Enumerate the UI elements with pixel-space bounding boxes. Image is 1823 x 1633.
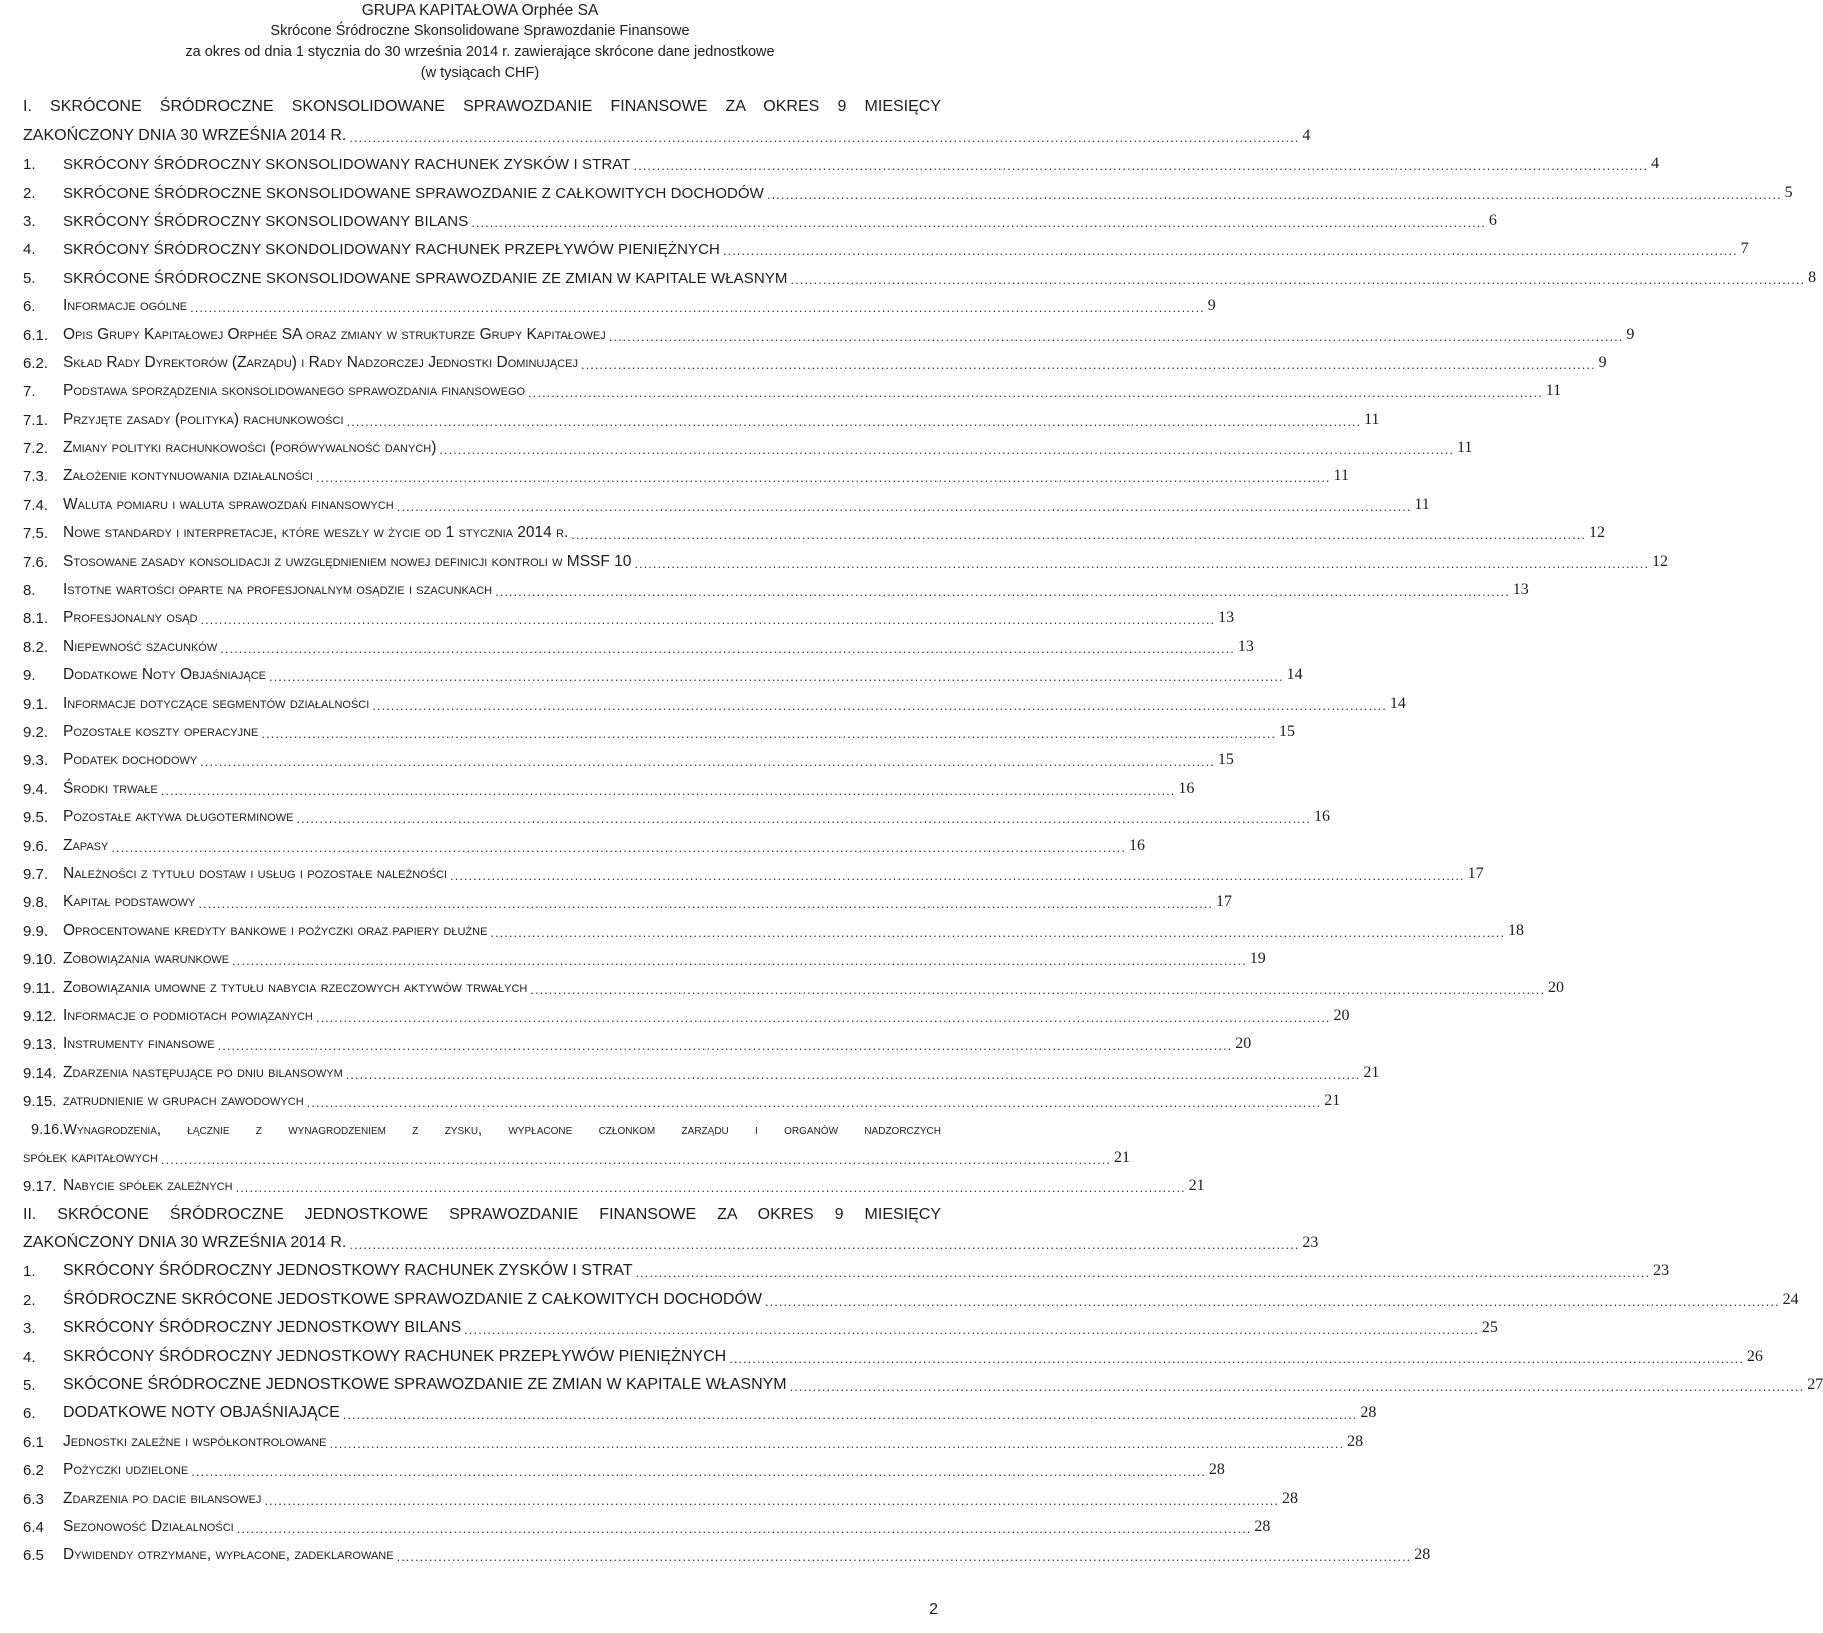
toc-page-number: 28 [1282, 1489, 1299, 1507]
toc-page-number: 17 [1467, 864, 1484, 882]
dot-leader: ............................................................................................................................................................................................................................ [160, 782, 1176, 798]
dot-leader: ............................................................................................................................................................................................................................ [495, 584, 1510, 600]
company-name: GRUPA KAPITAŁOWA Orphée SA [361, 2, 599, 19]
toc-entry[interactable] [23, 1280, 1799, 1309]
dot-leader: ............................................................................................................................................................................................................................ [439, 442, 1454, 458]
toc-entry-title: Zmiany polityki rachunkowości (porówywalność danych) [63, 439, 437, 457]
dot-leader: ............................................................................................................................................................................................................................ [315, 1009, 1331, 1025]
toc-entry[interactable] [23, 542, 1669, 571]
toc-entry-title: Dywidendy otrzymane, wypłacone, zadeklarowane [63, 1546, 394, 1564]
toc-entry-title: Informacje o podmiotach powiązanych [63, 1006, 313, 1024]
section-2-entries [23, 1252, 1823, 1565]
toc-entry[interactable] [23, 1394, 1377, 1423]
toc-page-number: 14 [1389, 694, 1406, 712]
toc-entry-title: Podstawa sporządzenia skonsolidowanego sprawozdania finansowego [63, 382, 526, 400]
dot-leader: ............................................................................................................................................................................................................................ [200, 754, 1215, 770]
dot-leader: ............................................................................................................................................................................................................................ [191, 1464, 1206, 1480]
toc-page-number: 21 [1363, 1063, 1380, 1081]
toc-entry-number: 4. [23, 241, 36, 259]
toc-entry[interactable] [23, 741, 1234, 770]
toc-entry[interactable] [23, 656, 1303, 685]
toc-page-number: 28 [1254, 1517, 1271, 1535]
toc-entry-number: 7.2. [23, 440, 49, 458]
toc-page-number: 25 [1481, 1319, 1498, 1337]
dot-leader: ............................................................................................................................................................................................................................ [306, 1095, 1322, 1111]
toc-entry[interactable] [23, 1422, 1364, 1451]
section-1-heading-line2-row[interactable] [23, 116, 1311, 145]
toc-entry-number: 9.11. [23, 979, 56, 997]
toc-page-number: 9 [1626, 325, 1635, 343]
toc-entry-number: 4. [23, 1348, 36, 1366]
toc-entry-number: 9.8. [23, 894, 49, 912]
dot-leader: ............................................................................................................................................................................................................................ [766, 186, 1782, 202]
toc-entry-title: Informacje ogólne [63, 297, 188, 315]
dot-leader: ............................................................................................................................................................................................................................ [580, 356, 1596, 372]
toc-page-number: 20 [1333, 1006, 1350, 1024]
toc-entry-title: Pozostałe koszty operacyjne [63, 722, 259, 740]
toc-entry-title: Sezonowość Działalności [63, 1517, 234, 1535]
toc-entry-title: SKRÓCONY ŚRÓDROCZNY JEDNOSTKOWY RACHUNEK PRZEPŁYWÓW PIENIĘŻNYCH [63, 1347, 727, 1365]
toc-entry-title: Przyjęte zasady (polityka) rachunkowości [63, 410, 344, 428]
dot-leader: ............................................................................................................................................................................................................................ [571, 527, 1586, 543]
dot-leader: ............................................................................................................................................................................................................................ [217, 1038, 1233, 1054]
toc-entry-title: Istotne wartości oparte na profesjonalnym osądzie i szacunkach [63, 581, 493, 599]
toc-entry[interactable] [23, 485, 1430, 514]
toc-entry-title: SKRÓCONY ŚRÓDROCZNY SKONSOLIDOWANY BILANS [63, 212, 469, 230]
toc-page-number: 16 [1128, 836, 1145, 854]
dot-leader: ............................................................................................................................................................................................................................ [608, 328, 1624, 344]
toc-page-number: 12 [1588, 524, 1605, 542]
dot-leader: ............................................................................................................................................................................................................................ [190, 300, 1205, 316]
toc-page-number: 8 [1808, 268, 1817, 286]
toc-entry-title: Niepewność szacunków [63, 637, 218, 655]
toc-entry-title: SKRÓCONE ŚRÓDROCZNE SKONSOLIDOWANE SPRAWOZDANIE ZE ZMIAN W KAPITALE WŁASNYM [63, 269, 788, 287]
toc-page-number: 6 [1488, 211, 1497, 229]
dot-leader: ............................................................................................................................................................................................................................ [220, 640, 1235, 656]
toc-page-number: 19 [1249, 950, 1266, 968]
toc-entry-number: 9.9. [23, 922, 49, 940]
toc-entry[interactable] [23, 344, 1607, 372]
toc-page-number: 9 [1598, 353, 1607, 371]
toc-page-number: 24 [1782, 1290, 1799, 1308]
toc-entry[interactable] [23, 457, 1349, 486]
dot-leader: .............................................................................................................................................................................................................. [235, 1180, 1186, 1196]
toc-page-number: 27 [1807, 1375, 1823, 1393]
toc-page-number: 23 [1653, 1262, 1670, 1280]
toc-page-number: 13 [1237, 637, 1254, 655]
toc-entry-title: Założenie kontynuowania działalności [63, 467, 313, 485]
toc-entry-number: 7.5. [23, 525, 49, 543]
toc-entry[interactable] [23, 315, 1635, 344]
toc-page-number: 21 [1188, 1177, 1205, 1195]
toc-entry-number: 6.4 [23, 1518, 44, 1536]
toc-entry[interactable] [23, 514, 1605, 543]
toc-entry-number: 7.6. [23, 553, 49, 571]
toc-entry-title: Należności z tytułu dostaw i usług i pozostałe należności [63, 864, 448, 882]
section-1-heading [23, 88, 941, 116]
document-header [0, 0, 960, 84]
toc-entry-number: 8. [23, 582, 36, 600]
toc-entry-number: 9.4. [23, 780, 49, 798]
toc-entry-title: Dodatkowe Noty Objaśniające [63, 666, 266, 684]
toc-entry[interactable] [23, 911, 1525, 940]
toc-entry-number: 2. [23, 1291, 36, 1309]
dot-leader: .............................................................................................................................................................................................................. [349, 129, 1300, 145]
dot-leader: ............................................................................................................................................................................................................................ [342, 1407, 1358, 1423]
toc-entry[interactable] [23, 713, 1296, 741]
dot-leader: ............................................................................................................................................................................................................................ [530, 981, 1545, 997]
dot-leader: ............................................................................................................................................................................................................................ [329, 1435, 1345, 1451]
toc-page-number: 20 [1235, 1035, 1252, 1053]
toc-entry-title: Nabycie spółek zależnych [63, 1177, 233, 1195]
toc-page-number: 28 [1414, 1546, 1431, 1564]
currency-note: (w tysiącach CHF) [420, 65, 540, 81]
toc-entry-9-17[interactable] [23, 1167, 1205, 1196]
toc-page-number: 9 [1207, 297, 1216, 315]
toc-entry-number: 9.17. [23, 1178, 57, 1196]
toc-entry-number: 9.13. [23, 1036, 57, 1054]
dot-leader: ............................................................................................................................................................................................................................ [296, 811, 1312, 827]
dot-leader: ............................................................................................................................................................................................................................ [236, 1520, 1252, 1536]
toc-entry-title: Zapasy [63, 836, 109, 854]
section-2-heading-line2-row[interactable] [23, 1224, 1319, 1253]
toc-entry-number: 9.14. [23, 1064, 57, 1082]
toc-entry-number: 9.12. [23, 1007, 57, 1025]
toc-entry-title: SKRÓCONY ŚRÓDROCZNY SKONSOLIDOWANY RACHUNEK ZYSKÓW I STRAT [63, 156, 631, 174]
toc-entry-title: SKRÓCONY ŚRÓDROCZNY SKONDOLIDOWANY RACHUNEK PRZEPŁYWÓW PIENIĘŻNYCH [63, 241, 720, 259]
toc-entry[interactable] [23, 627, 1254, 656]
toc-entry[interactable] [23, 1025, 1252, 1054]
dot-leader: ............................................................................................................................................................................................................................ [396, 1549, 1412, 1565]
dot-leader: ............................................................................................................................................................................................................................ [396, 498, 1412, 514]
toc-entry[interactable] [23, 1508, 1271, 1536]
section-1-heading-line2: ZAKOŃCZONY DNIA 30 WRZEŚNIA 2014 R. [23, 126, 347, 144]
toc-entry-title: zatrudnienie w grupach zawodowych [63, 1092, 304, 1110]
dot-leader: ............................................................................................................................................................................................................................ [372, 697, 1387, 713]
toc-entry-title: Instrumenty finansowe [63, 1035, 215, 1053]
toc-entry[interactable] [23, 1536, 1431, 1565]
toc-entry-number: 6.2. [23, 354, 49, 372]
toc-entry-title: Środki trwałe [63, 779, 158, 797]
toc-entry[interactable] [23, 400, 1380, 429]
toc-entry-number: 9.15. [23, 1093, 57, 1111]
dot-leader: ............................................................................................................................................................................................................................ [198, 896, 1214, 912]
toc-entry-number: 6.1 [23, 1433, 44, 1451]
toc-page-number: 26 [1746, 1347, 1763, 1365]
dot-leader: .............................................................................................................................................................................................................. [349, 1237, 1300, 1253]
dot-leader: ............................................................................................................................................................................................................................ [315, 470, 1331, 486]
dot-leader: ............................................................................................................................................................................................................................ [490, 924, 1506, 940]
dot-leader: ............................................................................................................................................................................................................................ [634, 555, 1650, 571]
toc-page-number: 11 [1364, 410, 1380, 428]
toc-entry[interactable] [23, 855, 1484, 883]
toc-entry-number: 9.3. [23, 752, 49, 770]
toc-entry[interactable] [23, 287, 1216, 316]
toc-page-number: 16 [1314, 808, 1331, 826]
toc-page-number: 12 [1652, 552, 1669, 570]
toc-entry[interactable] [23, 429, 1473, 458]
toc-entry[interactable] [23, 798, 1331, 827]
toc-page-number: 15 [1217, 751, 1234, 769]
section-2-heading [23, 1195, 941, 1223]
dot-leader: ............................................................................................................................................................................................................................ [264, 1492, 1280, 1508]
toc-entry[interactable] [23, 1366, 1823, 1394]
toc-entry-number: 5. [23, 269, 36, 287]
toc-entry[interactable] [23, 258, 1817, 287]
report-period: za okres od dnia 1 stycznia do 30 września 2014 r. zawierające skrócone dane jednostkowe [185, 44, 775, 60]
section-2-heading-line1: II. SKRÓCONE ŚRÓDROCZNE JEDNOSTKOWE SPRAWOZDANIE FINANSOWE ZA OKRES 9 MIESIĘCY [23, 1205, 941, 1223]
dot-leader: ............................................................................................................................................................................................................................ [722, 243, 1738, 259]
dot-leader: ............................................................................................................................................................................................................................ [789, 1378, 1805, 1394]
toc-page-number: 15 [1279, 722, 1296, 740]
toc-entry[interactable] [23, 684, 1406, 713]
toc-entry-number: 6.3 [23, 1490, 44, 1508]
toc-page-number: 17 [1216, 893, 1233, 911]
toc-entry-number: 6.2 [23, 1462, 44, 1480]
toc-entry-number: 5. [23, 1376, 36, 1394]
toc-entry[interactable] [23, 230, 1749, 259]
dot-leader: ............................................................................................................................................................................................................................ [269, 669, 1284, 685]
toc-entry-9-16-line1: 9.16.Wynagrodzenia, łącznie z wynagrodzeniem z zysku, wypłacone członkom zarządu i organów nadzorczych [31, 1122, 941, 1139]
toc-entry-title: Skład Rady Dyrektorów (Zarządu) i Rady Nadzorczej Jednostki Dominującej [63, 353, 578, 371]
toc-entry-number: 9.6. [23, 837, 49, 855]
toc-entry-number: 6. [23, 1405, 36, 1423]
toc-entry-number: 8.1. [23, 610, 49, 628]
toc-entry[interactable] [23, 599, 1235, 628]
toc-entry-number: 9.1. [23, 695, 49, 713]
toc-entry-number: 8.2. [23, 638, 49, 656]
toc-page-number: 5 [1784, 183, 1793, 201]
toc-entry[interactable] [23, 145, 1660, 174]
toc-page-number: 21 [1324, 1092, 1341, 1110]
report-title: Skrócone Śródroczne Skonsolidowane Sprawozdanie Finansowe [270, 23, 690, 39]
toc-page-number: 23 [1302, 1234, 1319, 1252]
toc-page-number: 11 [1456, 439, 1473, 457]
toc-entry-title: Pożyczki udzielone [63, 1461, 189, 1479]
toc-page-number: 18 [1508, 921, 1525, 939]
toc-entry[interactable] [23, 968, 1564, 997]
toc-entry-title: SKRÓCONE ŚRÓDROCZNE SKONSOLIDOWANE SPRAWOZDANIE Z CAŁKOWITYCH DOCHODÓW [63, 184, 764, 202]
toc-page-number: 13 [1512, 581, 1529, 599]
toc-entry[interactable] [23, 1479, 1299, 1508]
dot-leader: ............................................................................................................................................................................................................................ [345, 1066, 1361, 1082]
toc-page-number: 11 [1333, 467, 1349, 485]
toc-entry[interactable] [23, 997, 1350, 1025]
toc-entry[interactable] [23, 372, 1562, 401]
toc-page-number: 21 [1113, 1148, 1130, 1166]
toc-entry-title: Jednostki zależne i współkontrolowane [63, 1432, 327, 1450]
toc-entry-title: ŚRÓDROCZNE SKRÓCONE JEDOSTKOWE SPRAWOZDANIE Z CAŁKOWITYCH DOCHODÓW [63, 1290, 762, 1308]
toc-entry[interactable] [23, 1252, 1670, 1281]
toc-entry[interactable] [23, 1451, 1225, 1480]
toc-entry-9-16-line2: spółek kapitałowych [23, 1148, 158, 1166]
dot-leader: .............................................................................................................................................................................................................. [160, 1151, 1111, 1167]
dot-leader: ............................................................................................................................................................................................................................ [111, 839, 1126, 855]
toc-entry[interactable] [23, 769, 1195, 798]
toc-entry-number: 7.3. [23, 468, 49, 486]
dot-leader: ............................................................................................................................................................................................................................ [232, 953, 1247, 969]
toc-entry-number: 9.2. [23, 723, 49, 741]
toc-entry-number: 6.5 [23, 1547, 44, 1565]
toc-entry-title: Zobowiązania umowne z tytułu nabycia rzeczowych aktywów trwałych [63, 978, 528, 996]
toc-entry-title: DODATKOWE NOTY OBJAŚNIAJĄCE [63, 1404, 340, 1422]
toc-entry-number: 1. [23, 1263, 36, 1281]
toc-entry-number: 7.1. [23, 411, 49, 429]
dot-leader: ............................................................................................................................................................................................................................ [471, 214, 1486, 230]
toc-entry-number: 9.10. [23, 951, 57, 969]
dot-leader: ............................................................................................................................................................................................................................ [729, 1350, 1744, 1366]
toc-entry-title: Opis Grupy Kapitałowej Orphée SA oraz zmiany w strukturze Grupy Kapitałowej [63, 325, 606, 343]
dot-leader: ............................................................................................................................................................................................................................ [765, 1293, 1780, 1309]
toc-entry[interactable] [23, 1309, 1498, 1338]
toc-page-number: 20 [1547, 978, 1564, 996]
dot-leader: ............................................................................................................................................................................................................................ [200, 612, 1216, 628]
toc-entry-title: Informacje dotyczące segmentów działalności [63, 694, 370, 712]
toc-entry-title: SKRÓCONY ŚRÓDROCZNY JEDNOSTKOWY RACHUNEK ZYSKÓW I STRAT [63, 1262, 633, 1280]
toc-entry-title: SKÓCONE ŚRÓDROCZNE JEDNOSTKOWE SPRAWOZDANIE ZE ZMIAN W KAPITALE WŁASNYM [63, 1375, 787, 1393]
toc-entry[interactable] [23, 571, 1529, 600]
section-1-heading-line1: I. SKRÓCONE ŚRÓDROCZNE SKONSOLIDOWANE SPRAWOZDANIE FINANSOWE ZA OKRES 9 MIESIĘCY [23, 98, 941, 116]
toc-entry[interactable] [23, 940, 1266, 969]
toc-page-number: 28 [1347, 1432, 1364, 1450]
toc-entry-number: 2. [23, 184, 36, 202]
toc-entry-title: Kapitał podstawowy [63, 893, 196, 911]
toc-entry-number: 1. [23, 156, 36, 174]
dot-leader: ............................................................................................................................................................................................................................ [464, 1322, 1479, 1338]
toc-page-number: 13 [1218, 609, 1235, 627]
toc-page-number: 11 [1414, 495, 1430, 513]
toc-entry-number: 6. [23, 298, 36, 316]
toc-entry-9-16[interactable] [23, 1110, 941, 1138]
toc-entry-number: 9.7. [23, 865, 49, 883]
toc-page-number: 16 [1178, 779, 1195, 797]
toc-entry-title: Nowe standardy i interpretacje, które weszły w życie od 1 stycznia 2014 r. [63, 524, 569, 542]
toc-entry[interactable] [23, 826, 1145, 855]
dot-leader: ............................................................................................................................................................................................................................ [528, 385, 1543, 401]
toc-page-number: 4 [1302, 126, 1311, 144]
toc-entry[interactable] [23, 1082, 1341, 1111]
toc-entry-number: 3. [23, 1320, 36, 1338]
dot-leader: ............................................................................................................................................................................................................................ [450, 867, 1465, 883]
toc-entry[interactable] [23, 1053, 1380, 1082]
toc-entry-title: Pozostałe aktywa długoterminowe [63, 808, 294, 826]
toc-entry-title: Oprocentowane kredyty bankowe i pożyczki oraz papiery dłużne [63, 921, 488, 939]
section-2-heading-line2: ZAKOŃCZONY DNIA 30 WRZEŚNIA 2014 R. [23, 1234, 347, 1252]
toc-page-number: 28 [1208, 1461, 1225, 1479]
table-of-contents [23, 88, 1823, 1565]
page-number: 2 [929, 1601, 938, 1618]
toc-page-number: 11 [1545, 382, 1562, 400]
toc-entry-number: 7.4. [23, 496, 49, 514]
toc-entry-title: Podatek dochodowy [63, 751, 198, 769]
dot-leader: ............................................................................................................................................................................................................................ [635, 1265, 1651, 1281]
toc-entry[interactable] [23, 1337, 1763, 1366]
toc-entry-number: 9. [23, 667, 36, 685]
toc-entry-title: SKRÓCONY ŚRÓDROCZNY JEDNOSTKOWY BILANS [63, 1319, 462, 1337]
toc-page-number: 7 [1740, 240, 1749, 258]
dot-leader: ............................................................................................................................................................................................................................ [790, 271, 1806, 287]
section-1-entries [23, 145, 1817, 1111]
toc-page-number: 4 [1651, 155, 1660, 173]
toc-entry-title: Waluta pomiaru i waluta sprawozdań finansowych [63, 495, 394, 513]
toc-entry-title: Zdarzenia po dacie bilansowej [63, 1489, 262, 1507]
toc-entry-number: 9.5. [23, 809, 49, 827]
toc-entry[interactable] [23, 883, 1233, 912]
toc-entry[interactable] [23, 173, 1793, 202]
toc-entry-9-16-line2-row[interactable] [23, 1138, 1130, 1167]
dot-leader: ............................................................................................................................................................................................................................ [346, 413, 1362, 429]
toc-entry-number: 6.1. [23, 326, 49, 344]
toc-entry-title: Zobowiązania warunkowe [63, 950, 230, 968]
toc-entry-title: Stosowane zasady konsolidacji z uwzględnieniem nowej definicji kontroli w MSSF 10 [63, 552, 632, 570]
toc-entry-number: 7. [23, 383, 36, 401]
toc-entry-title: Profesjonalny osąd [63, 609, 198, 627]
toc-entry-number: 3. [23, 212, 36, 230]
dot-leader: ............................................................................................................................................................................................................................ [261, 725, 1277, 741]
toc-page-number: 14 [1286, 666, 1303, 684]
toc-page-number: 28 [1360, 1404, 1377, 1422]
dot-leader: ............................................................................................................................................................................................................................ [633, 158, 1649, 174]
toc-entry-title: Zdarzenia następujące po dniu bilansowym [63, 1063, 343, 1081]
toc-entry[interactable] [23, 202, 1497, 230]
